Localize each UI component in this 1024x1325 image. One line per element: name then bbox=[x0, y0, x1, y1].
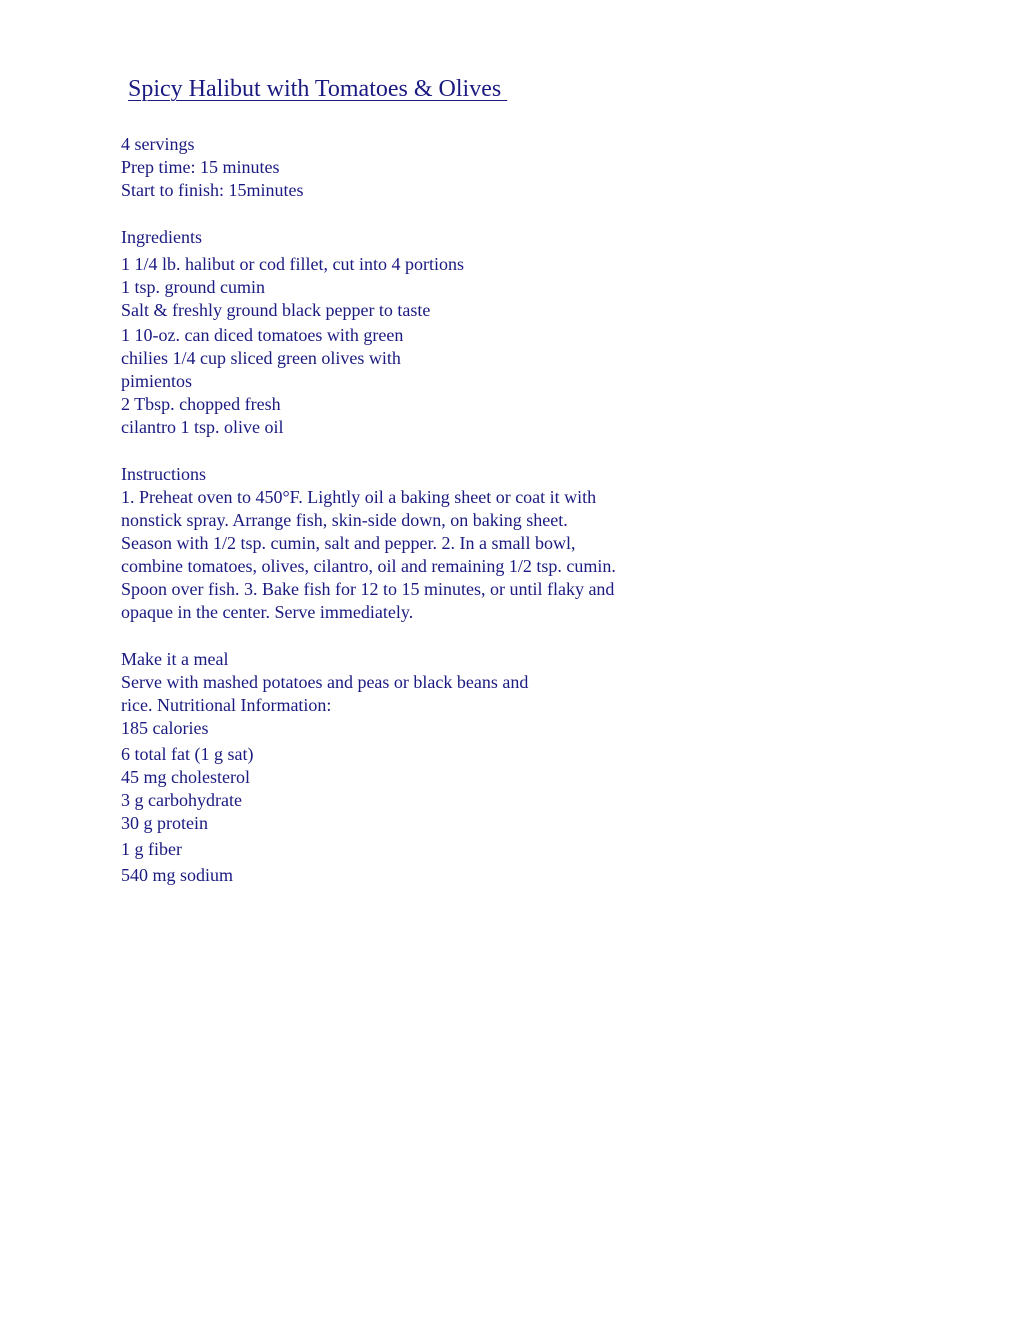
instruction-line: Spoon over fish. 3. Bake fish for 12 to 15 minutes, or until flaky and bbox=[121, 579, 615, 599]
nutrition-protein: 30 g protein bbox=[121, 813, 208, 833]
ingredient-line: 1 10-oz. can diced tomatoes with green bbox=[121, 325, 404, 345]
nutrition-sodium: 540 mg sodium bbox=[121, 865, 234, 885]
nutrition-fat: 6 total fat (1 g sat) bbox=[121, 744, 254, 764]
meal-heading: Make it a meal bbox=[121, 649, 229, 669]
nutrition-cholesterol: 45 mg cholesterol bbox=[121, 767, 250, 787]
instructions-heading: Instructions bbox=[121, 464, 206, 484]
ingredient-line: 2 Tbsp. chopped fresh bbox=[121, 394, 281, 414]
ingredient-line: Salt & freshly ground black pepper to taste bbox=[121, 300, 431, 320]
ingredient-line: chilies 1/4 cup sliced green olives with bbox=[121, 348, 401, 368]
nutrition-calories: 185 calories bbox=[121, 718, 209, 738]
ingredient-line: 1 1/4 lb. halibut or cod fillet, cut into 4 portions bbox=[121, 254, 464, 274]
nutrition-fiber: 1 g fiber bbox=[121, 839, 182, 859]
instruction-line: opaque in the center. Serve immediately. bbox=[121, 602, 414, 622]
ingredient-line: pimientos bbox=[121, 371, 192, 391]
ingredients-section bbox=[121, 226, 464, 439]
instruction-line: nonstick spray. Arrange fish, skin-side down, on baking sheet. bbox=[121, 510, 568, 530]
instructions-section bbox=[121, 463, 616, 624]
servings-text: 4 servings bbox=[121, 134, 195, 154]
meal-line: rice. Nutritional Information: bbox=[121, 695, 332, 715]
instruction-line: combine tomatoes, olives, cilantro, oil and remaining 1/2 tsp. cumin. bbox=[121, 556, 616, 576]
instruction-line: 1. Preheat oven to 450°F. Lightly oil a baking sheet or coat it with bbox=[121, 487, 597, 507]
instruction-line: Season with 1/2 tsp. cumin, salt and pepper. 2. In a small bowl, bbox=[121, 533, 576, 553]
recipe-title: Spicy Halibut with Tomatoes & Olives bbox=[128, 76, 508, 102]
nutrition-carbohydrate: 3 g carbohydrate bbox=[121, 790, 242, 810]
meal-line: Serve with mashed potatoes and peas or black beans and bbox=[121, 672, 529, 692]
ingredient-line: cilantro 1 tsp. olive oil bbox=[121, 417, 284, 437]
ingredients-heading: Ingredients bbox=[121, 227, 202, 247]
prep-time-text: Prep time: 15 minutes bbox=[121, 157, 280, 177]
meal-section bbox=[121, 648, 528, 887]
ingredient-line: 1 tsp. ground cumin bbox=[121, 277, 265, 297]
recipe-meta bbox=[121, 133, 304, 202]
total-time-text: Start to finish: 15minutes bbox=[121, 180, 304, 200]
